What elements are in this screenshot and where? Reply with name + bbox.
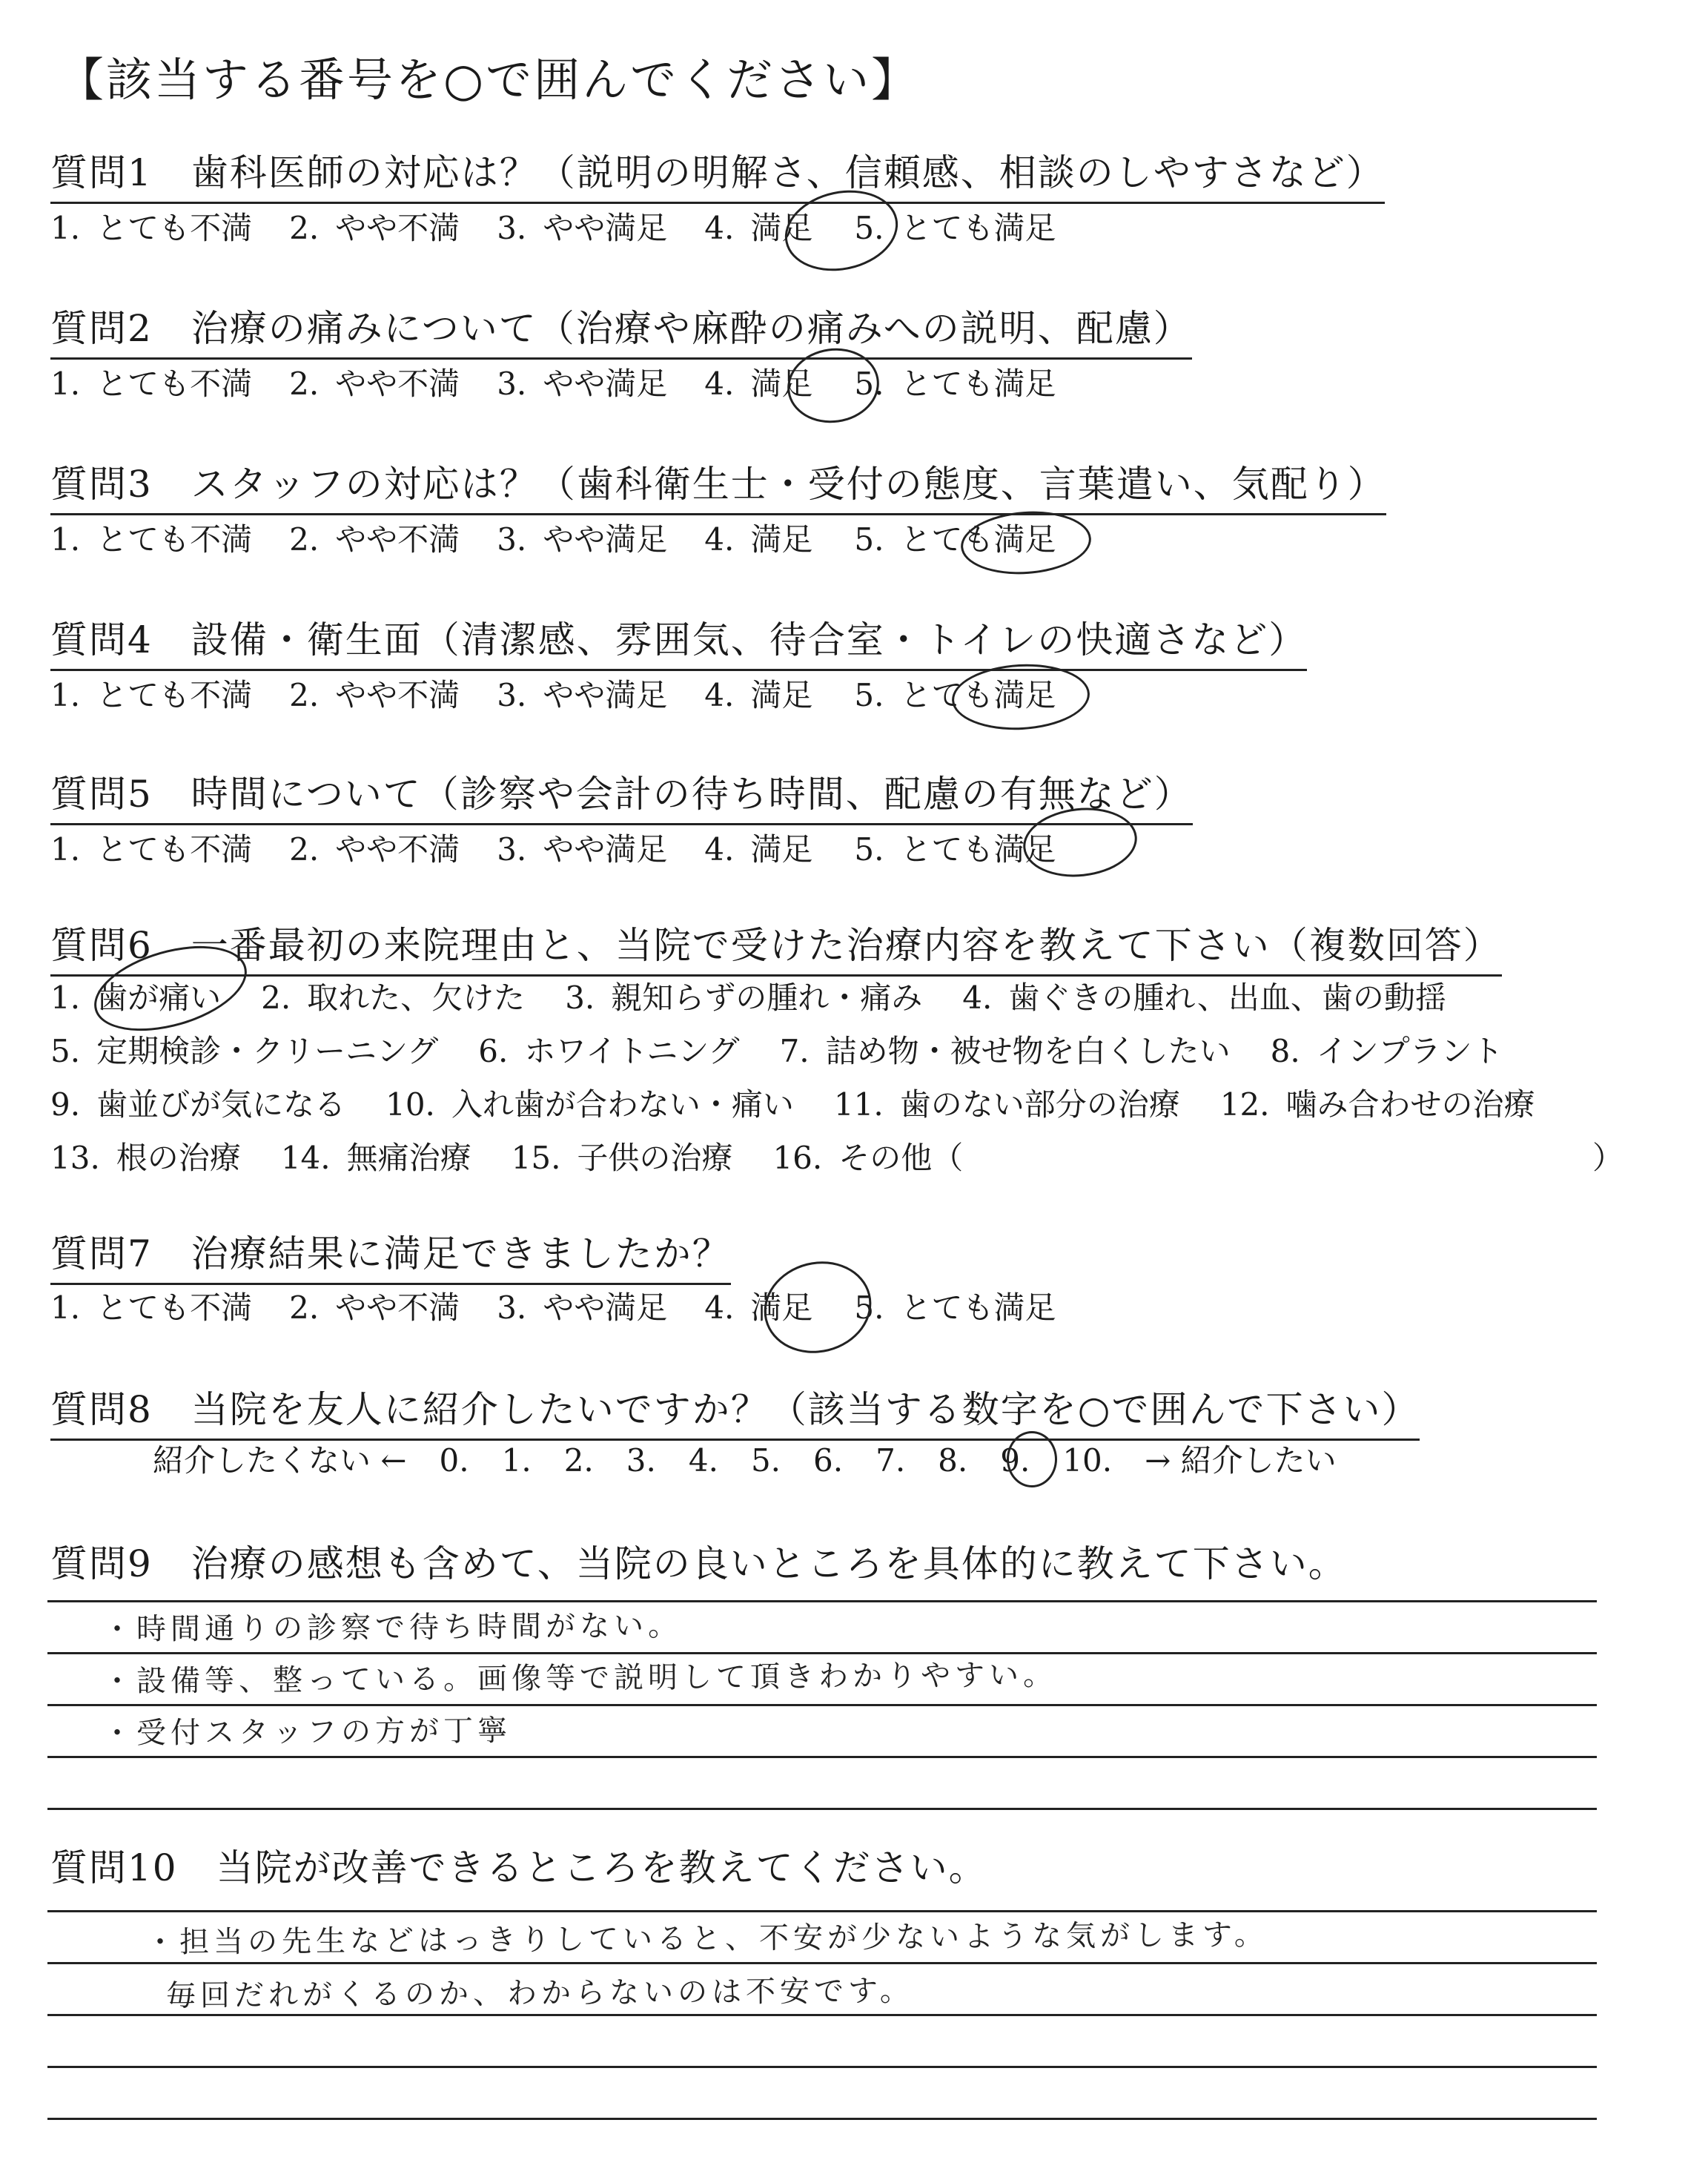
question-3-heading: 質問3 スタッフの対応は？（歯科衛生士・受付の態度、言葉遣い、気配り）: [50, 460, 1386, 515]
question-6-row-4: [50, 1139, 963, 1178]
option-label[interactable]: 満足: [750, 521, 813, 558]
option-label[interactable]: やや満足: [543, 366, 668, 402]
option-label[interactable]: 満足: [750, 1289, 813, 1326]
option-label[interactable]: やや不満: [335, 831, 460, 868]
option-label[interactable]: とても不満: [96, 1289, 253, 1326]
question-2-options: [50, 365, 1056, 403]
option-number: 3.: [497, 521, 527, 558]
option-number: 5.: [854, 521, 884, 558]
option-number: 2.: [289, 677, 320, 713]
question-6-heading: 質問6 一番最初の来院理由と、当院で受けた治療内容を教えて下さい（複数回答）: [50, 921, 1502, 977]
scale-value[interactable]: 1.: [501, 1442, 532, 1479]
scale-value[interactable]: 2.: [563, 1442, 594, 1479]
option-label[interactable]: 子供の治療: [577, 1140, 733, 1176]
question-8-heading: 質問8 当院を友人に紹介したいですか？（該当する数字を○で囲んで下さい）: [50, 1385, 1420, 1441]
scale-left-label: 紹介したくない ←: [153, 1442, 407, 1479]
option-label[interactable]: 親知らずの腫れ・痛み: [611, 980, 923, 1016]
scale-value[interactable]: 7.: [875, 1442, 906, 1479]
option-number: 5.: [854, 677, 884, 713]
question-4-heading: 質問4 設備・衛生面（清潔感、雰囲気、待合室・トイレの快適さなど）: [50, 615, 1307, 671]
option-label[interactable]: 満足: [750, 677, 813, 713]
answer-line: [47, 1600, 1597, 1602]
question-1-heading: 質問1 歯科医師の対応は？（説明の明解さ、信頼感、相談のしやすさなど）: [50, 148, 1385, 204]
answer-line: [47, 1808, 1597, 1810]
question-7-heading: 質問7 治療結果に満足できましたか？: [50, 1229, 731, 1285]
option-number: 12.: [1219, 1086, 1270, 1123]
option-label[interactable]: やや満足: [543, 1289, 668, 1326]
option-number: 13.: [50, 1140, 100, 1176]
handwritten-answer: ・担当の先生などはっきりしていると、不安が少ないような気がします。: [145, 1918, 1268, 1960]
option-label[interactable]: とても不満: [96, 210, 253, 246]
option-number: 3.: [497, 210, 527, 246]
option-label[interactable]: 取れた、欠けた: [307, 980, 526, 1016]
option-number: 2.: [289, 366, 320, 402]
option-number: 5.: [50, 1033, 81, 1069]
option-number: 2.: [289, 1289, 320, 1326]
answer-line: [47, 1962, 1597, 1964]
selection-circle-q3: [959, 507, 1093, 578]
option-number: 2.: [289, 210, 320, 246]
option-number: 3.: [565, 980, 595, 1016]
option-label[interactable]: インプラント: [1316, 1033, 1503, 1069]
page-title: 【該当する番号を○で囲んでください】: [58, 53, 920, 107]
question-8-scale: [153, 1441, 1337, 1480]
question-9-heading: 質問9 治療の感想も含めて、当院の良いところを具体的に教えて下さい。: [50, 1542, 1347, 1585]
option-number: 4.: [704, 366, 735, 402]
option-label[interactable]: 詰め物・被せ物を白くしたい: [825, 1033, 1231, 1069]
option-number: 4.: [704, 521, 735, 558]
option-number: 1.: [50, 521, 81, 558]
option-label[interactable]: 歯ぐきの腫れ、出血、歯の動揺: [1008, 980, 1446, 1016]
option-label[interactable]: 歯が痛い: [96, 980, 222, 1016]
option-label[interactable]: とても満足: [900, 210, 1056, 246]
question-10-heading: 質問10 当院が改善できるところを教えてください。: [50, 1846, 987, 1889]
option-label[interactable]: その他（: [838, 1140, 964, 1176]
option-number: 4.: [704, 1289, 735, 1326]
option-number: 4.: [962, 980, 993, 1016]
option-number: 3.: [497, 677, 527, 713]
option-number: 14.: [280, 1140, 331, 1176]
option-number: 5.: [854, 210, 884, 246]
option-number: 4.: [704, 831, 735, 868]
option-number: 1.: [50, 1289, 81, 1326]
question-2-heading: 質問2 治療の痛みについて（治療や麻酔の痛みへの説明、配慮）: [50, 304, 1192, 360]
option-label[interactable]: とても満足: [900, 1289, 1056, 1326]
option-label[interactable]: とても不満: [96, 521, 253, 558]
scale-value[interactable]: 9.: [1000, 1442, 1030, 1479]
option-number: 2.: [289, 521, 320, 558]
answer-line: [47, 2118, 1597, 2120]
handwritten-answer: 毎回だれがくるのか、わからないのは不安です。: [165, 1973, 914, 2013]
other-close-paren: ）: [1592, 1140, 1624, 1176]
option-label[interactable]: とても満足: [900, 677, 1056, 713]
option-label[interactable]: やや不満: [335, 521, 460, 558]
scale-value[interactable]: 6.: [813, 1442, 844, 1479]
option-number: 9.: [50, 1086, 81, 1123]
option-number: 1.: [50, 677, 81, 713]
option-label[interactable]: やや不満: [335, 366, 460, 402]
option-label[interactable]: とても満足: [900, 366, 1056, 402]
option-number: 6.: [478, 1033, 509, 1069]
option-label[interactable]: やや不満: [335, 210, 460, 246]
selection-circle-q8: [1007, 1431, 1057, 1487]
option-label[interactable]: やや満足: [543, 677, 668, 713]
option-label[interactable]: 定期検診・クリーニング: [96, 1033, 439, 1069]
option-number: 4.: [704, 210, 735, 246]
scale-value[interactable]: 4.: [688, 1442, 718, 1479]
option-number: 7.: [779, 1033, 810, 1069]
option-label[interactable]: とても満足: [900, 831, 1056, 868]
option-label[interactable]: やや満足: [543, 210, 668, 246]
question-7-options: [50, 1289, 1056, 1327]
question-4-options: [50, 676, 1056, 715]
option-number: 5.: [854, 831, 884, 868]
option-number: 1.: [50, 210, 81, 246]
option-label[interactable]: 根の治療: [116, 1140, 241, 1176]
answer-line: [47, 1756, 1597, 1758]
scale-value[interactable]: 0.: [439, 1442, 469, 1479]
option-number: 2.: [261, 980, 291, 1016]
option-number: 1.: [50, 366, 81, 402]
option-number: 8.: [1270, 1033, 1300, 1069]
option-number: 1.: [50, 980, 81, 1016]
option-number: 15.: [511, 1140, 561, 1176]
option-label[interactable]: 歯のない部分の治療: [899, 1086, 1180, 1123]
option-number: 1.: [50, 831, 81, 868]
option-label[interactable]: とても満足: [900, 521, 1056, 558]
answer-line: [47, 1910, 1597, 1912]
option-label[interactable]: 無痛治療: [346, 1140, 471, 1176]
handwritten-answer: ・受付スタッフの方が丁寧: [102, 1714, 512, 1751]
answer-line: [47, 2066, 1597, 2068]
option-label[interactable]: 歯並びが気になる: [96, 1086, 346, 1123]
option-number: 3.: [497, 366, 527, 402]
scale-value[interactable]: 8.: [938, 1442, 968, 1479]
option-number: 10.: [385, 1086, 435, 1123]
scale-value[interactable]: 3.: [626, 1442, 656, 1479]
selection-circle-q7: [754, 1250, 881, 1364]
option-label[interactable]: 満足: [750, 210, 813, 246]
question-5-options: [50, 830, 1056, 869]
question-6-row-2: [50, 1032, 1503, 1071]
answer-line: [47, 2014, 1597, 2016]
handwritten-answer: ・設備等、整っている。画像等で説明して頂きわかりやすい。: [102, 1658, 1058, 1699]
option-number: 3.: [497, 1289, 527, 1326]
option-label[interactable]: やや満足: [543, 831, 668, 868]
option-number: 2.: [289, 831, 320, 868]
question-6-row-1: [50, 979, 1446, 1017]
option-label[interactable]: 満足: [750, 831, 813, 868]
option-number: 4.: [704, 677, 735, 713]
option-number: 16.: [772, 1140, 823, 1176]
option-label[interactable]: やや満足: [543, 521, 668, 558]
question-6-row-3: [50, 1086, 1535, 1124]
question-5-heading: 質問5 時間について（診察や会計の待ち時間、配慮の有無など）: [50, 770, 1193, 825]
handwritten-answer: ・時間通りの診察で待ち時間がない。: [102, 1608, 683, 1647]
option-label[interactable]: 入れ歯が合わない・痛い: [451, 1086, 794, 1123]
option-number: 5.: [854, 1289, 884, 1326]
scale-value[interactable]: 10.: [1062, 1442, 1113, 1479]
option-label[interactable]: 満足: [750, 366, 813, 402]
option-label[interactable]: ホワイトニング: [524, 1033, 740, 1069]
option-label[interactable]: とても不満: [96, 831, 253, 868]
selection-circle-q4: [950, 661, 1091, 733]
option-label[interactable]: とても不満: [96, 366, 253, 402]
question-1-options: [50, 209, 1056, 248]
scale-value[interactable]: 5.: [750, 1442, 781, 1479]
answer-line: [47, 1704, 1597, 1706]
scale-right-label: → 紹介したい: [1145, 1442, 1337, 1479]
question-3-options: [50, 521, 1056, 559]
option-label[interactable]: とても不満: [96, 677, 253, 713]
option-number: 5.: [854, 366, 884, 402]
option-label[interactable]: やや不満: [335, 677, 460, 713]
option-label[interactable]: やや不満: [335, 1289, 460, 1326]
option-label[interactable]: 噛み合わせの治療: [1285, 1086, 1535, 1123]
option-number: 11.: [833, 1086, 884, 1123]
option-number: 3.: [497, 831, 527, 868]
